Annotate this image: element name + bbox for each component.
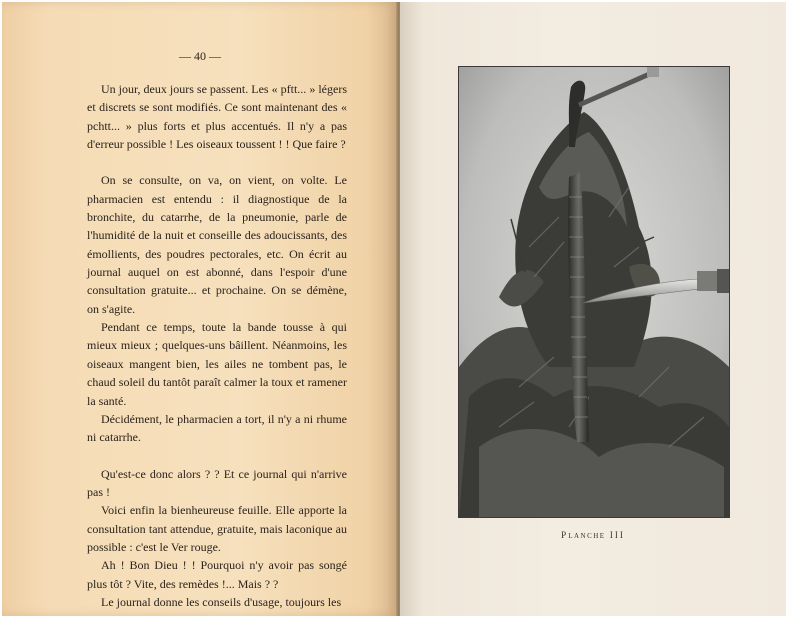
paragraph-6: Voici enfin la bienheureuse feuille. Elle apporte la consultation tant attendue, gratuite, mais laconique au possible : c'est le Ver rouge. (87, 503, 347, 554)
page-number: — 40 — (179, 49, 221, 63)
paragraph-4: Décidément, le pharmacien a tort, il n'y a ni rhume ni catarrhe. (87, 411, 347, 445)
paragraph-5: Qu'est-ce donc alors ? ? Et ce journal qui n'arrive pas ! (87, 466, 347, 499)
caption-initial: P (561, 530, 569, 540)
plate-caption (458, 530, 728, 540)
body-text (87, 80, 347, 611)
paragraph-7: Ah ! Bon Dieu ! ! Pourquoi n'y avoir pas songé plus tôt ? Vite, des remèdes !... Mais ? ? (87, 558, 347, 591)
paragraph-8: Le journal donne les conseils d'usage, toujours les (101, 594, 342, 609)
paragraph-2: On se consulte, on va, on vient, on volte. Le pharmacien est entendu : il diagnostique de la bronchite, du catarrhe, de la pneumonie, parle de l'humidité de la nuit et conseille des adoucissants, des émollients, des poudres pectorales, etc. On écrit au journal auquel on est abonné, dans l'espoir d'une consultation gratuite... et prochaine. On se démène, on s'agite. (87, 173, 347, 316)
paragraph-1: Un jour, deux jours se passent. Les « pftt... » légers et discrets se sont modifiés. Ce sont maintenant des « pchtt... » plus forts et plus accentués. Il n'y a pas d'erreur possible ! Les oiseaux toussent ! ! Que faire ? (87, 82, 347, 152)
left-page (2, 2, 398, 616)
paragraph-3: Pendant ce temps, toute la bande tousse à qui mieux mieux ; quelques-uns bâillent. Néanmoins, les oiseaux mangent bien, les ailes ne tombent pas, le chaud soleil du tantôt paraît calmer la toux et ramener la santé. (87, 320, 347, 408)
plate-photograph (458, 66, 730, 518)
caption-word: LANCHE (568, 532, 606, 540)
caption-number: III (609, 530, 625, 540)
bird-dissection-image (459, 67, 729, 517)
